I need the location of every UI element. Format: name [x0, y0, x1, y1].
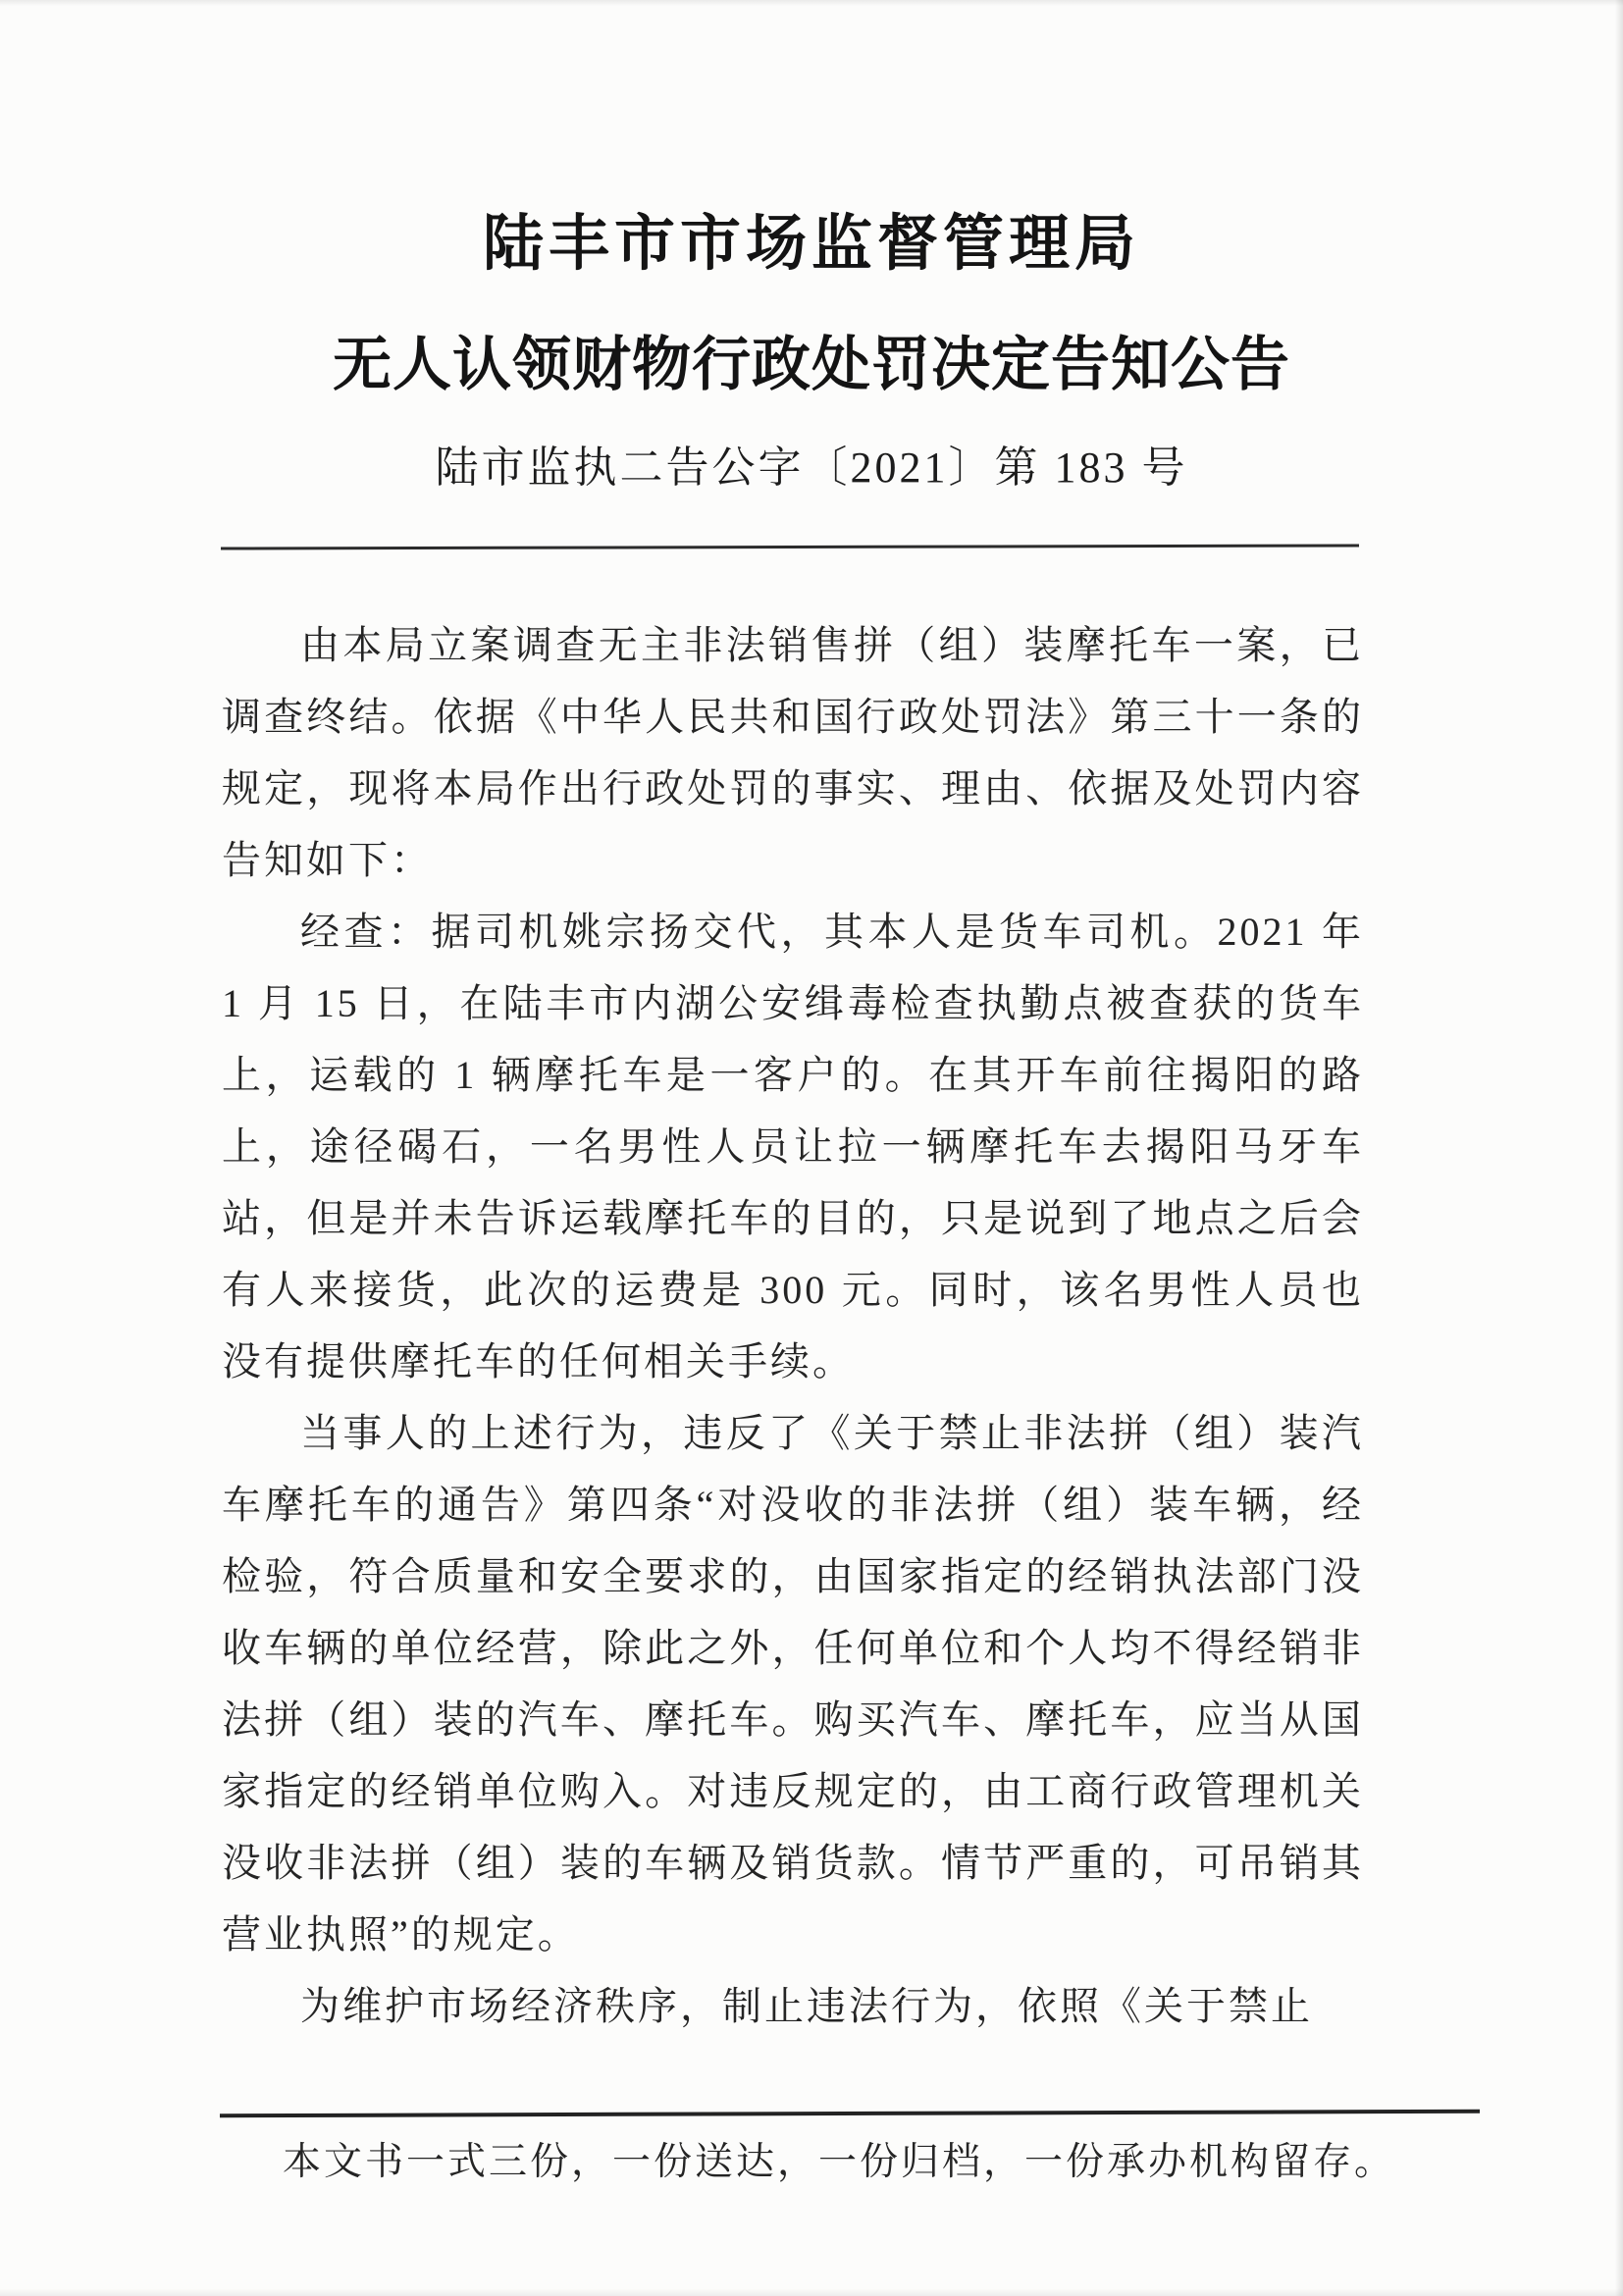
paragraph: 为维护市场经济秩序，制止违法行为，依照《关于禁止 — [300, 1984, 1313, 2028]
paragraph: 由本局立案调查无主非法销售拼（组）装摩托车一案，已调查终结。依据《中华人民共和国行政处罚法》第三十一条的规定，现将本局作出行政处罚的事实、理由、依据及处罚内容告知如下： — [222, 623, 1364, 882]
header-divider-line — [221, 544, 1359, 549]
paragraph: 经查：据司机姚宗扬交代，其本人是货车司机。2021 年 1 月 15 日，在陆丰市内湖公安缉毒检查执勤点被查获的货车上，运载的 1 辆摩托车是一客户的。在其开车前往揭阳的路上，途径碣石，一名男性人员让拉一辆摩托车去揭阳马牙车站，但是并未告诉运载摩托车的目的，只是说到了地点之后会有人来接货，此次的运费是 300 元。同时，该名男性人员也没有提供摩托车的任何相关手续。 — [222, 910, 1364, 1383]
footer-copies-note: 本文书一式三份，一份送达，一份归档，一份承办机构留存。 — [283, 2141, 1396, 2183]
document-number: 陆市监执二告公字〔2021〕第 183 号 — [435, 444, 1188, 492]
paragraph: 当事人的上述行为，违反了《关于禁止非法拼（组）装汽车摩托车的通告》第四条“对没收的非法拼（组）装车辆，经检验，符合质量和安全要求的，由国家指定的经销执法部门没收车辆的单位经营，除此之外，任何单位和个人均不得经销非法拼（组）装的汽车、摩托车。购买汽车、摩托车，应当从国家指定的经销单位购入。对违反规定的，由工商行政管理机关没收非法拼（组）装的车辆及销货款。情节严重的，可吊销其营业执照”的规定。 — [222, 1411, 1364, 1957]
scan-shadow-top — [0, 0, 1623, 6]
body-paragraphs — [222, 609, 1364, 2042]
footer-divider-line — [220, 2110, 1480, 2117]
document-title-subject: 无人认领财物行政处罚决定告知公告 — [333, 333, 1290, 397]
document-title-agency: 陆丰市市场监督管理局 — [482, 211, 1140, 278]
scan-shadow-bottom — [0, 2288, 1623, 2296]
